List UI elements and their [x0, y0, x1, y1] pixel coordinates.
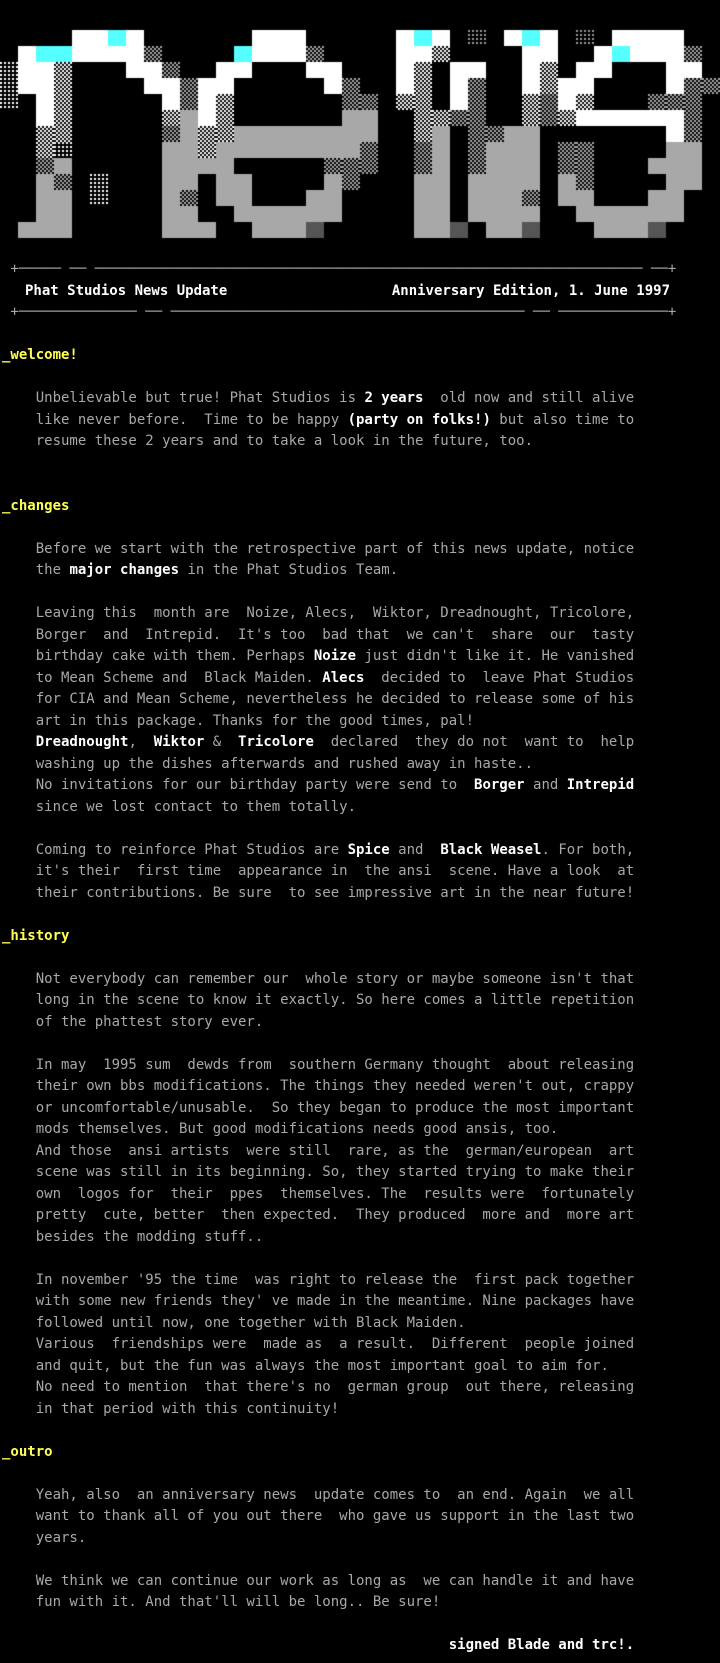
blank-line	[2, 582, 718, 604]
body-lines	[2, 324, 718, 1657]
text-line: their contributions. Be sure to see impressive art in the near future!	[2, 884, 635, 901]
text-line: And those ansi artists were still rare, as the german/european art	[2, 1142, 635, 1159]
text-line: in that period with this continuity!	[2, 1400, 340, 1417]
text-line: No need to mention that there's no german group out there, releasing	[2, 1379, 635, 1395]
text-line: We think we can continue our work as long as we can handle it and have	[2, 1572, 635, 1589]
blank-line	[2, 517, 718, 539]
text-line: followed until now, one together with Black Maiden.	[2, 1314, 466, 1331]
text-line: No invitations for our birthday party were send to Borger and Intrepid	[2, 777, 635, 793]
text-line: In may 1995 sum dewds from southern Germany thought about releasing	[2, 1056, 635, 1073]
header-row	[2, 281, 718, 303]
blank-line	[2, 947, 718, 969]
header-title: Phat Studios News Update	[25, 282, 228, 299]
blank-line	[2, 1033, 718, 1055]
text-line: Various friendships were made as a result. Different people joined	[2, 1336, 635, 1352]
text-line: Not everybody can remember our whole story or maybe someone isn't that	[2, 970, 635, 987]
header-edition: Anniversary Edition, 1. June 1997	[391, 282, 670, 299]
text-line: scene was still in its beginning. So, they started trying to make their	[2, 1164, 635, 1180]
header-border-bottom: +────────────── ── ────────────────────────────────────────── ── ─────────────+	[2, 304, 677, 320]
blank-line	[2, 1463, 718, 1485]
text-line: Unbelievable but true! Phat Studios is 2 years old now and still alive	[2, 390, 635, 406]
news-ascii-logo	[0, 0, 720, 250]
blank-line	[2, 1248, 718, 1270]
section-heading: _welcome!	[2, 347, 78, 363]
text-line: or uncomfortable/unusable. So they began to produce the most important	[2, 1099, 635, 1116]
text-line: fun with it. And that'll will be long.. Be sure!	[2, 1594, 441, 1610]
text-line: Borger and Intrepid. It's too bad that we can't share our tasty	[2, 626, 635, 643]
text-line: to Mean Scheme and Black Maiden. Alecs decided to leave Phat Studios	[2, 669, 635, 686]
blank-line	[2, 367, 718, 389]
text-line: mods themselves. But good modifications needs good ansis, too.	[2, 1121, 559, 1137]
text-line: besides the modding stuff..	[2, 1228, 264, 1245]
text-line: with some new friends they' ve made in the meantime. Nine packages have	[2, 1293, 635, 1309]
text-line: birthday cake with them. Perhaps Noize just didn't like it. He vanished	[2, 648, 635, 664]
text-line: signed Blade and trc!.	[448, 1637, 635, 1653]
text-line: Before we start with the retrospective part of this news update, notice	[2, 540, 635, 557]
section-heading: _outro	[2, 1443, 53, 1460]
blank-line	[2, 1614, 718, 1636]
news-textfile	[2, 259, 718, 1657]
section-heading: _history	[2, 927, 70, 944]
text-line: long in the scene to know it exactly. So here comes a little repetition	[2, 992, 635, 1008]
text-line: their own bbs modifications. The things they needed weren't out, crappy	[2, 1078, 635, 1094]
text-line: it's their first time appearance in the ansi scene. Have a look at	[2, 863, 635, 879]
blank-line	[2, 904, 718, 926]
text-line: art in this package. Thanks for the good times, pal!	[2, 712, 475, 729]
text-line: Yeah, also an anniversary news update comes to an end. Again we all	[2, 1486, 635, 1503]
text-line: washing up the dishes afterwards and rushed away in haste..	[2, 755, 534, 772]
blank-line	[2, 1549, 718, 1571]
text-line: Leaving this month are Noize, Alecs, Wiktor, Dreadnought, Tricolore,	[2, 605, 635, 621]
text-line: like never before. Time to be happy (party on folks!) but also time to	[2, 411, 635, 428]
text-line: for CIA and Mean Scheme, nevertheless he decided to release some of his	[2, 691, 635, 707]
text-line: pretty cute, better then expected. They produced more and more art	[2, 1207, 635, 1223]
header-border-top: +───── ── ───────────────────────────────────────────────────────────────── ──+	[2, 261, 677, 277]
text-line: want to thank all of you out there who gave us support in the last two	[2, 1508, 635, 1524]
text-line: and quit, but the fun was always the most important goal to aim for.	[2, 1357, 609, 1374]
text-line: resume these 2 years and to take a look in the future, too.	[2, 433, 534, 449]
blank-line	[2, 324, 718, 346]
blank-line	[2, 818, 718, 840]
text-line: Dreadnought, Wiktor & Tricolore declared they do not want to help	[35, 734, 635, 750]
text-line: of the phattest story ever.	[2, 1013, 264, 1030]
blank-line	[2, 474, 718, 496]
blank-line	[2, 453, 718, 475]
blank-line	[2, 1420, 718, 1442]
text-line: years.	[2, 1529, 87, 1546]
text-line: Coming to reinforce Phat Studios are Spice and Black Weasel. For both,	[2, 841, 635, 858]
text-line: since we lost contact to them totally.	[2, 798, 357, 815]
section-heading: _changes	[2, 497, 70, 514]
text-line: In november '95 the time was right to release the first pack together	[2, 1271, 635, 1288]
header-spacer	[227, 281, 392, 303]
text-line: the major changes in the Phat Studios Team.	[2, 562, 399, 578]
text-line: own logos for their ppes themselves. The results were fortunately	[2, 1185, 635, 1202]
